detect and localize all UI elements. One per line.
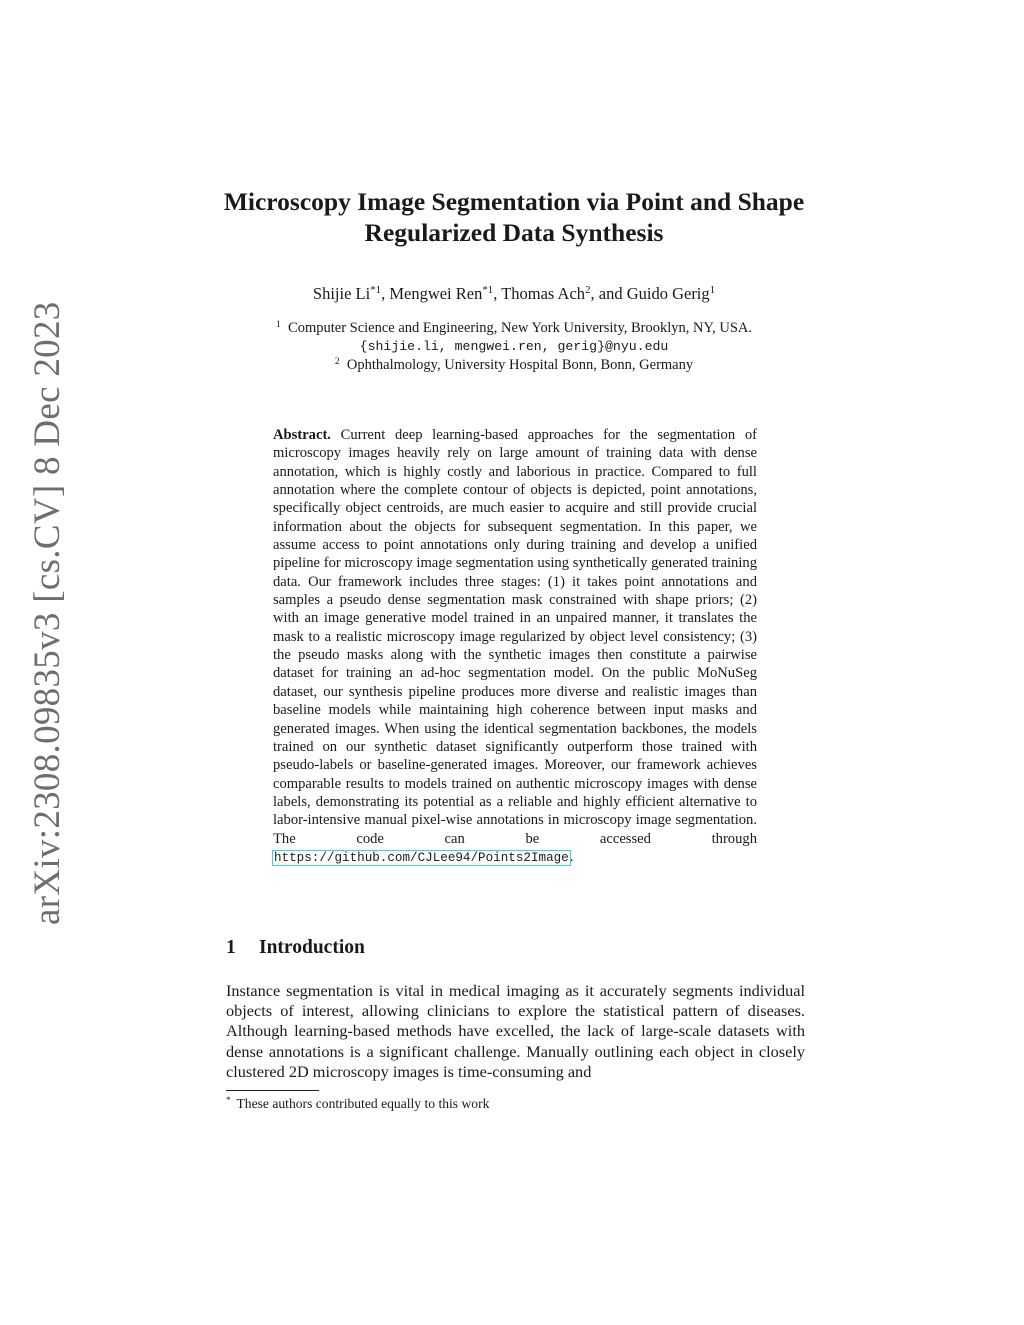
footnote [226, 1096, 489, 1112]
abstract: Abstract. Current deep learning-based approaches for the segmentation of microscopy images heavily rely on large amount of training data with dense annotation, which is highly costly and laborious in practice. Compared to full annotation where the complete contour of objects is depicted, point annotations, specifically object centroids, are much easier to acquire and still provide crucial information about the objects for subsequent segmentation. In this paper, we assume access to point annotations only during training and develop a unified pipeline for microscopy image segmentation using synthetically generated training data. Our framework includes three stages: (1) it takes point annotations and samples a pseudo dense segmentation mask constrained with shape priors; (2) with an image generative model trained in an unpaired manner, it translates the mask to a realistic microscopy image regularized by object level consistency; (3) the pseudo masks along with the synthetic images then constitute a pairwise dataset for training an ad-hoc segmentation model. On the public MoNuSeg dataset, our synthesis pipeline produces more diverse and realistic images than baseline models while maintaining high coherence between input masks and generated images. When using the identical segmentation backbones, the models trained on our synthetic dataset significantly outperform those trained with pseudo-labels or baseline-generated images. Moreover, our framework achieves comparable results to models trained on authentic microscopy images with dense labels, demonstrating its potential as a reliable and highly efficient alternative to labor-intensive manual pixel-wise annotations in microscopy image segmentation. The code can be accessed through https://github.com/CJLee94/Points2Image. [273, 427, 757, 865]
footnote-rule [226, 1090, 319, 1091]
affiliation-1: $^1$ Computer Science and Engineering, New York University, Brooklyn, NY, USA. [276, 318, 752, 336]
intro-paragraph: Instance segmentation is vital in medical imaging as it accurately segments individual objects of interest, allowing clinicians to explore the statistical pattern of diseases. Although learning-based methods have excelled, the lack of large-scale datasets with dense annotations is a significant challenge. Manually outlining each object in closely clustered 2D microscopy images is time-consuming and [226, 981, 805, 1081]
affiliation-2: $^2$ Ophthalmology, University Hospital Bonn, Bonn, Germany [334, 355, 694, 373]
section-heading [226, 937, 365, 959]
footnote-text: These authors contributed equally to this work [236, 1096, 490, 1111]
arxiv-identifier: arXiv:2308.09835v3 [cs.CV] 8 Dec 2023 [27, 301, 68, 925]
paper-title: Microscopy Image Segmentation via Point and Shape Regularized Data Synthesis [223, 187, 805, 247]
author-mark: *1 [370, 284, 382, 297]
author-list: Shijie Li$^{*1}$, Mengwei Ren$^{*1}$, Thomas Ach$^2$, and Guido Gerig$^1$ [312, 284, 716, 303]
author-mark: 2 [585, 284, 591, 297]
author-name: Thomas Ach [501, 284, 586, 303]
author-emails: {shijie.li, mengwei.ren, gerig}@nyu.edu [359, 339, 669, 354]
code-link[interactable]: https://github.com/CJLee94/Points2Image [274, 850, 569, 865]
author-mark: *1 [482, 284, 494, 297]
abstract-label: Abstract. [273, 427, 331, 443]
author-mark: 1 [709, 284, 716, 297]
section-title: Introduction [259, 937, 365, 958]
author-name: Guido Gerig [626, 284, 710, 303]
abstract-text: Current deep learning-based approaches for the segmentation of microscopy images heavily rely on large amount of training data with dense annotation, which is highly costly and laborious in practice. Compared to full annotation where the complete contour of objects is depicted, point annotations, specifically object centroids, are much easier to acquire and still provide crucial information about the objects for subsequent segmentation. In this paper, we assume access to point annotations only during training and develop a unified pipeline for microscopy image segmentation using synthetically generated training data. Our framework includes three stages: (1) it takes point annotations and samples a pseudo dense segmentation mask constrained with shape priors; (2) with an image generative model trained in an unpaired manner, it translates the mask to a realistic microscopy image regularized by object level consistency; (3) the pseudo masks along with the synthetic images then constitute a pairwise dataset for training an ad-hoc segmentation model. On the public MoNuSeg dataset, our synthesis pipeline produces more diverse and realistic images than baseline models while maintaining high coherence between input masks and generated images. When using the identical segmentation backbones, the models trained on our synthetic dataset significantly outperform those trained with pseudo-labels or baseline-generated images. Moreover, our framework achieves comparable results to models trained on authentic microscopy images with dense labels, demonstrating its potential as a reliable and highly efficient alternative to labor-intensive manual pixel-wise annotations in microscopy image segmentation. The code can be accessed through [273, 427, 757, 847]
section-number: 1 [226, 937, 236, 958]
author-name: Mengwei Ren [389, 284, 483, 303]
author-name: Shijie Li [312, 284, 371, 303]
footnote-mark: * [226, 1095, 231, 1106]
